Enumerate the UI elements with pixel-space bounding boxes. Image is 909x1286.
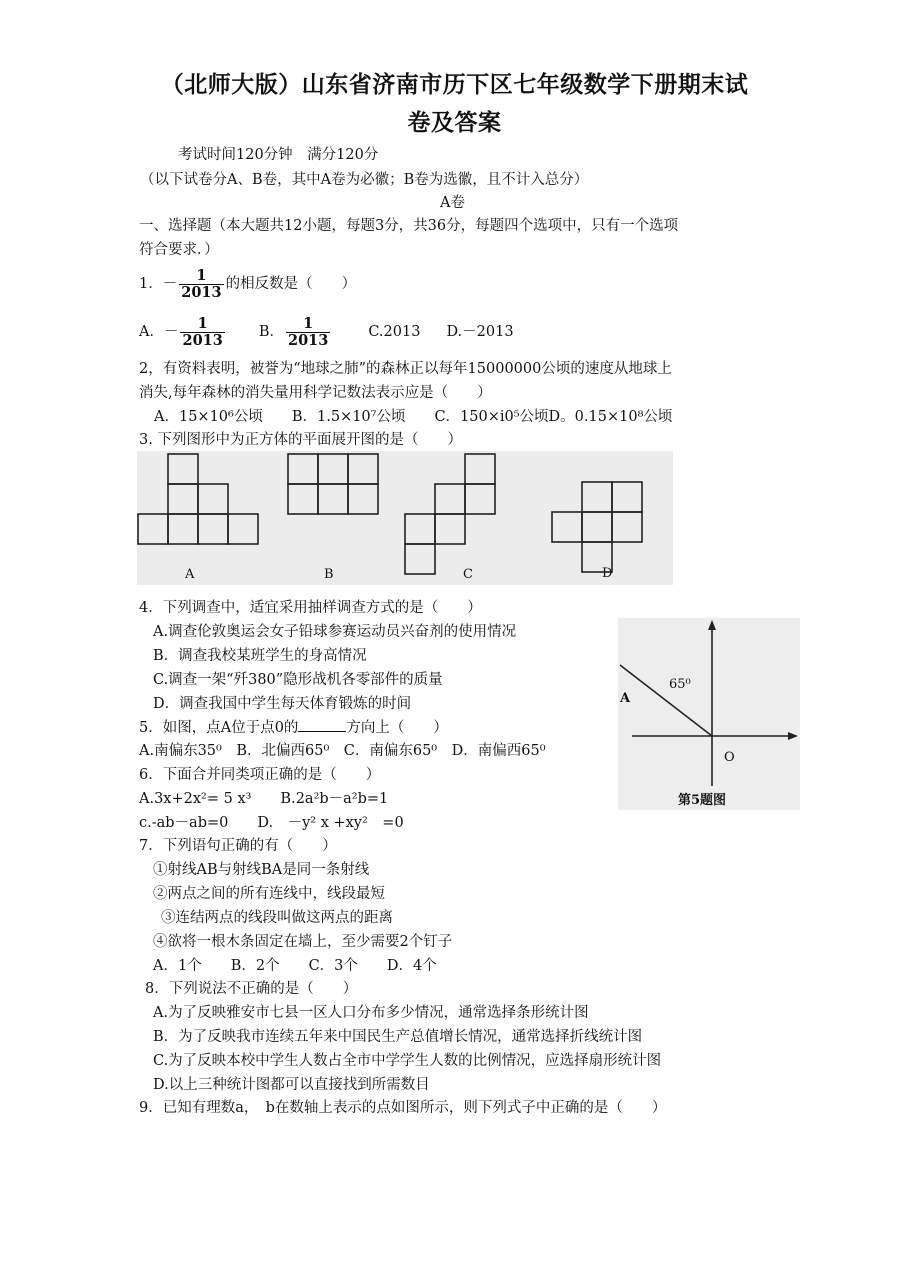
question-5-stem	[139, 717, 448, 738]
question-7-statement-3: ③连结两点的线段叫做这两点的距离	[161, 910, 393, 926]
fig5-point-a-label: A	[620, 691, 631, 706]
fig5-caption: 第5题图	[678, 793, 727, 808]
question-8-option-c: C.为了反映本校中学生人数占全市中学学生人数的比例情况，应选择扇形统计图	[153, 1053, 662, 1069]
section-a-heading: A卷	[440, 195, 465, 211]
q1-option-a-denominator: 2013	[182, 331, 223, 349]
question-4-stem: 4．下列调查中，适宜采用抽样调查方式的是（ ）	[139, 600, 482, 616]
cube-net-label-d: D	[602, 566, 613, 581]
q5-stem-pre: 5．如图，点A位于点0的	[139, 720, 299, 736]
question-2-line-2: 消失,每年森林的消失量用科学记数法表示应是（ ）	[139, 385, 492, 401]
question-4-option-c: C.调查一架“歼380”隐形战机各零部件的质量	[153, 672, 443, 688]
q5-answer-blank	[298, 717, 346, 732]
question-4-option-d: D．调查我国中学生每天体育锻炼的时间	[153, 696, 412, 712]
question-7-statement-4: ④欲将一根木条固定在墙上，至少需要2个钉子	[153, 934, 453, 950]
fig5-point-o-label: O	[724, 750, 735, 765]
q1-fraction-denominator: 2013	[181, 283, 222, 301]
cube-net-figure	[137, 451, 673, 585]
exam-time-score: 考试时间120分钟 满分120分	[178, 147, 379, 163]
question-5-options: A.南偏东35⁰ B．北偏西65⁰ C．南偏东65⁰ D．南偏西65⁰	[139, 743, 546, 759]
question-8-option-b: B．为了反映我市连续五年来中国民生产总值增长情况，通常选择折线统计图	[153, 1029, 643, 1045]
question-4-option-a: A.调查伦敦奥运会女子铅球参赛运动员兴奋剂的使用情况	[153, 624, 517, 640]
q1-fraction	[179, 268, 223, 301]
part1-instructions-line-1: 一、选择题（本大题共12小题，每题3分，共36分，每题四个选项中，只有一个选项	[139, 218, 679, 234]
page-title-line-1: （北师大版）山东省济南市历下区七年级数学下册期末试	[160, 72, 749, 98]
question-8-stem: 8．下列说法不正确的是（ ）	[145, 981, 358, 997]
part1-instructions-line-2: 符合要求．）	[139, 242, 219, 258]
question-8-option-a: A.为了反映雅安市七县一区人口分布多少情况，通常选择条形统计图	[153, 1005, 589, 1021]
question-7-options: A．1个 B．2个 C．3个 D．4个	[153, 958, 437, 974]
q1-fraction-numerator: 1	[179, 268, 223, 285]
q1-option-b: B．	[258, 324, 284, 340]
q5-stem-post: 方向上（ ）	[346, 720, 448, 736]
question-6-stem: 6．下面合并同类项正确的是（ ）	[139, 767, 381, 783]
q1-option-d: D.－2013	[446, 324, 514, 340]
fig5-angle-label: 65⁰	[669, 677, 691, 692]
q1-option-c: C.2013	[368, 324, 421, 340]
question-6-options-cd: c.-ab－ab=0 D. －y² x +xy² =0	[139, 815, 404, 831]
page-title-line-2: 卷及答案	[407, 110, 502, 136]
question-9-stem: 9．已知有理数a， b在数轴上表示的点如图所示，则下列式子中正确的是（ ）	[139, 1100, 667, 1116]
direction-figure	[618, 618, 800, 810]
question-1-stem	[139, 266, 356, 302]
q1-option-a: A．－	[139, 324, 179, 340]
question-7-statement-1: ①射线AB与射线BA是同一条射线	[153, 862, 370, 878]
q1-option-a-fraction	[180, 316, 224, 349]
q1-option-a-numerator: 1	[180, 316, 224, 333]
q1-option-b-denominator: 2013	[288, 331, 329, 349]
q1-suffix: 的相反数是（ ）	[225, 276, 357, 292]
question-7-stem: 7．下列语句正确的有（ ）	[139, 838, 337, 854]
question-7-statement-2: ②两点之间的所有连线中，线段最短	[153, 886, 385, 902]
q1-option-b-fraction	[286, 316, 330, 349]
direction-drawing	[618, 618, 800, 810]
cube-net-label-a: A	[185, 567, 195, 582]
question-2-line-1: 2，有资料表明，被誉为“地球之肺”的森林正以每年15000000公顷的速度从地球上	[139, 361, 672, 377]
cube-net-drawing	[137, 451, 673, 585]
q1-prefix: 1．－	[139, 276, 178, 292]
question-3-stem: 3. 下列图形中为正方体的平面展开图的是（ ）	[139, 432, 462, 448]
question-2-options: A．15×10⁶公顷 B．1.5×10⁷公顷 C．150×i0⁵公顷D。0.15×10⁸公顷	[154, 409, 673, 425]
cube-net-label-b: B	[324, 567, 334, 582]
exam-note: （以下试卷分A、B卷，其中A卷为必徽；B卷为选徽，且不计入总分）	[140, 172, 589, 188]
question-1-options	[139, 314, 514, 350]
cube-net-label-c: C	[463, 567, 473, 582]
question-6-options-ab: A.3x+2x²= 5 x³ B.2a²b－a²b=1	[139, 791, 389, 807]
question-8-option-d: D.以上三种统计图都可以直接找到所需数目	[153, 1077, 430, 1093]
q1-option-b-numerator: 1	[286, 316, 330, 333]
question-4-option-b: B．调查我校某班学生的身高情况	[153, 648, 367, 664]
